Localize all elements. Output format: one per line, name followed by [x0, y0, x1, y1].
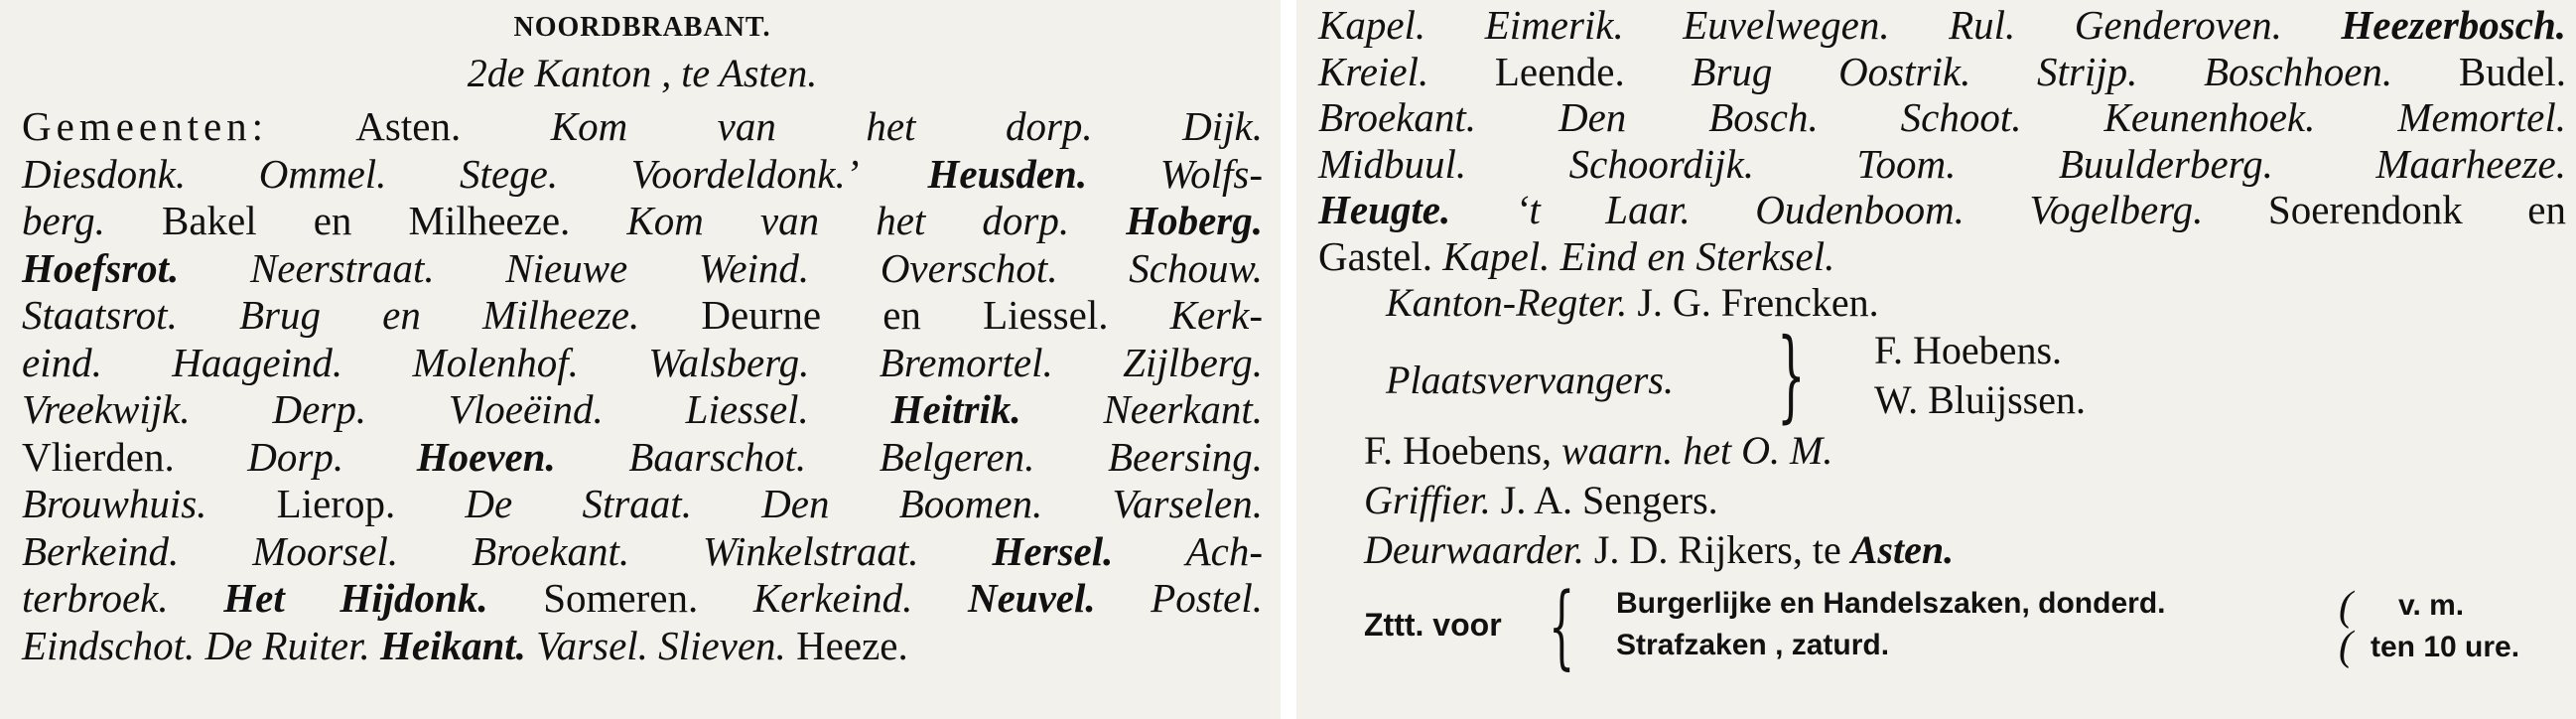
- text-run: berg.: [22, 198, 105, 243]
- text-run: Heezerbosch.: [2341, 2, 2566, 48]
- left-text-block: [22, 103, 1263, 669]
- left-line: [22, 528, 1263, 576]
- text-run: Diesdonk. Ommel. Stege. Voordeldonk.’: [22, 150, 928, 197]
- text-run: Ach-: [1113, 527, 1263, 574]
- text-run: Heitrik.: [890, 386, 1021, 432]
- left-line: [22, 198, 1263, 245]
- text-run: Budel.: [2392, 48, 2567, 94]
- paren-top: (: [2339, 584, 2353, 630]
- left-line: [22, 434, 1263, 482]
- left-line: [22, 245, 1263, 293]
- text-run: Eindschot. De Ruiter.: [22, 622, 380, 668]
- kanton-heading: 2de Kanton , te Asten.: [467, 51, 818, 95]
- text-run: terbroek.: [22, 575, 224, 621]
- plaatsvervanger-1: F. Hoebens.: [1874, 328, 2063, 372]
- text-run: Varsel. Slieven.: [525, 622, 786, 668]
- text-run: Gemeenten:: [22, 103, 269, 149]
- text-run: Postel.: [1095, 575, 1263, 621]
- text-run: Gastel.: [1318, 232, 1443, 279]
- text-run: Someren.: [487, 575, 753, 621]
- left-line: [22, 575, 1263, 623]
- text-run: Neerstraat. Nieuwe Weind. Overschot. Schouw.: [179, 244, 1263, 291]
- om-role: waarn. het O. M.: [1561, 428, 1833, 473]
- right-line: [1318, 94, 2566, 141]
- om-name: F. Hoebens,: [1364, 428, 1562, 473]
- text-run: Het Hijdonk.: [223, 575, 488, 621]
- zitt-line-2: Strafzaken , zaturd.: [1616, 629, 1890, 661]
- text-run: Hoberg.: [1126, 198, 1263, 243]
- text-run: Kerk-: [1169, 292, 1263, 338]
- text-run: Kapel. Eind en Sterksel.: [1442, 232, 1835, 279]
- kanton-regter-name: J. G. Frencken.: [1627, 280, 1879, 325]
- text-run: Staatsrot. Brug en Milheeze.: [22, 292, 640, 338]
- text-run: Wolfs-: [1087, 150, 1264, 197]
- plaatsvervangers-label: Plaatsvervangers.: [1386, 358, 1674, 402]
- zitt-right-2: ten 10 ure.: [2371, 631, 2520, 663]
- text-run: Berkeind. Moorsel. Broekant. Winkelstraat.: [22, 527, 993, 574]
- text-run: Vlierden.: [22, 433, 248, 480]
- text-run: Vreekwijk. Derp. Vloeëind. Liessel.: [22, 386, 891, 432]
- province-heading: NOORDBRABANT.: [513, 12, 771, 43]
- text-run: Dorp.: [247, 433, 417, 480]
- deurwaarder-label: Deurwaarder.: [1364, 527, 1584, 572]
- griffier-label: Griffier.: [1364, 478, 1491, 522]
- right-text-block: [1318, 2, 2566, 279]
- right-line: [1318, 141, 2566, 188]
- paren-bottom: (: [2339, 624, 2353, 669]
- text-run: De Straat. Den Boomen. Varselen.: [465, 481, 1263, 526]
- left-line: [22, 481, 1263, 528]
- text-run: Kapel. Eimerik. Euvelwegen. Rul. Genderoven.: [1318, 2, 2342, 48]
- text-run: eind. Haageind. Molenhof. Walsberg. Bremortel. Zijlberg.: [22, 339, 1263, 385]
- right-column: [1296, 0, 2576, 719]
- text-run: Heugte.: [1318, 187, 1451, 232]
- text-run: Kreiel.: [1318, 48, 1429, 94]
- text-run: Baarschot. Belgeren. Beersing.: [555, 433, 1263, 480]
- text-run: Lierop.: [206, 481, 466, 526]
- right-line: [1318, 233, 2566, 280]
- griffier-name: J. A. Sengers.: [1490, 478, 1718, 522]
- om-line: [1318, 426, 2566, 476]
- text-run: Broekant. Den Bosch. Schoot. Keunenhoek. Memortel.: [1318, 94, 2566, 140]
- deurwaarder-name: J. D. Rijkers, te: [1583, 527, 1851, 572]
- text-run: Deurne en Liessel.: [639, 292, 1170, 338]
- text-run: Neerkant.: [1020, 386, 1263, 432]
- text-run: Kom van het dorp.: [626, 198, 1127, 243]
- text-run: Leende.: [1428, 48, 1692, 94]
- text-run: Hoefsrot.: [22, 244, 180, 291]
- text-run: ‘t Laar. Oudenboom. Vogelberg.: [1450, 187, 2204, 232]
- plaatsvervangers-block: [1318, 317, 2566, 433]
- left-line: [22, 386, 1263, 434]
- text-run: Bakel en Milheeze.: [104, 198, 627, 243]
- left-line: [22, 103, 1263, 151]
- zitt-right-1: v. m.: [2398, 589, 2465, 622]
- left-column: [0, 0, 1281, 719]
- text-run: Kerkeind.: [752, 575, 968, 621]
- left-line: [22, 292, 1263, 340]
- text-run: Neuvel.: [967, 575, 1096, 621]
- text-run: Midbuul. Schoordijk. Toom. Buulderberg. Maarheeze.: [1318, 140, 2566, 187]
- text-run: Heeze.: [785, 622, 908, 668]
- plaatsvervanger-2: W. Bluijssen.: [1874, 377, 2086, 422]
- text-run: Asten.: [268, 103, 551, 149]
- left-line: [22, 151, 1263, 199]
- text-run: Kom van het dorp. Dijk.: [550, 103, 1263, 149]
- right-line: [1318, 187, 2566, 233]
- right-line: [1318, 2, 2566, 49]
- zitt-label: Zttt. voor: [1364, 607, 1502, 643]
- griffier-line: [1318, 476, 2566, 525]
- left-brace: {: [1549, 573, 1575, 679]
- text-run: Heusden.: [927, 150, 1088, 197]
- zitt-line-1: Burgerlijke en Handelszaken, donderd.: [1616, 587, 2166, 620]
- text-run: Soerendonk en: [2203, 187, 2566, 232]
- column-divider: [1281, 0, 1296, 719]
- text-run: Heikant.: [379, 622, 526, 668]
- text-run: Hersel.: [992, 527, 1114, 574]
- deurwaarder-line: [1318, 525, 2566, 575]
- right-brace: }: [1777, 317, 1806, 433]
- text-run: Hoeven.: [416, 433, 556, 480]
- text-run: Brouwhuis.: [22, 481, 207, 526]
- right-line: [1318, 49, 2566, 95]
- left-line: [22, 623, 1263, 670]
- zittingen-block: [1318, 573, 2566, 679]
- kanton-regter-line: [1318, 279, 2566, 327]
- deurwaarder-place: Asten.: [1850, 527, 1955, 572]
- left-line: [22, 340, 1263, 387]
- text-run: Brug Oostrik. Strijp. Boschhoen.: [1691, 48, 2393, 94]
- kanton-regter-label: Kanton-Regter.: [1386, 280, 1628, 325]
